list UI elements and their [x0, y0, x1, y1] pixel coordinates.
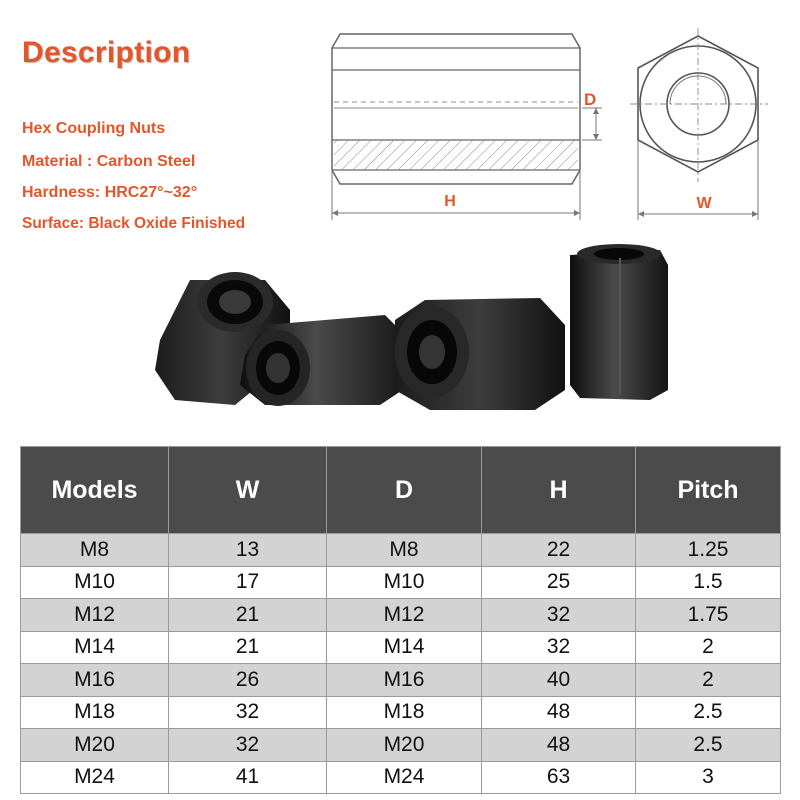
cell-w: 32 — [169, 729, 327, 762]
cell-w: 13 — [169, 534, 327, 567]
cell-w: 41 — [169, 761, 327, 794]
cell-model: M24 — [21, 761, 169, 794]
cell-d: M18 — [327, 696, 482, 729]
cell-pitch: 2.5 — [636, 696, 781, 729]
cell-pitch: 3 — [636, 761, 781, 794]
cell-w: 21 — [169, 631, 327, 664]
table-row — [21, 566, 781, 599]
table-row — [21, 534, 781, 567]
header-d: D — [327, 447, 482, 534]
header-models: Models — [21, 447, 169, 534]
cell-d: M20 — [327, 729, 482, 762]
spec-surface: Surface: Black Oxide Finished — [22, 215, 246, 232]
cell-d: M10 — [327, 566, 482, 599]
spec-material: Material : Carbon Steel — [22, 153, 196, 170]
cell-d: M24 — [327, 761, 482, 794]
cell-h: 25 — [482, 566, 636, 599]
table-header-row — [21, 447, 781, 534]
table-row — [21, 631, 781, 664]
cell-w: 17 — [169, 566, 327, 599]
cell-h: 63 — [482, 761, 636, 794]
cell-h: 48 — [482, 729, 636, 762]
cell-pitch: 1.25 — [636, 534, 781, 567]
header-w: W — [169, 447, 327, 534]
table-row — [21, 599, 781, 632]
cell-h: 32 — [482, 631, 636, 664]
cell-pitch: 1.5 — [636, 566, 781, 599]
cell-pitch: 2 — [636, 664, 781, 697]
cell-model: M20 — [21, 729, 169, 762]
cell-w: 21 — [169, 599, 327, 632]
cell-model: M18 — [21, 696, 169, 729]
dimension-w-label: W — [696, 195, 712, 212]
cell-pitch: 1.75 — [636, 599, 781, 632]
cell-d: M16 — [327, 664, 482, 697]
dimension-d-label: D — [584, 90, 597, 109]
cell-model: M8 — [21, 534, 169, 567]
nut-4 — [570, 244, 668, 400]
cell-h: 40 — [482, 664, 636, 697]
cell-model: M16 — [21, 664, 169, 697]
cell-pitch: 2.5 — [636, 729, 781, 762]
spec-product: Hex Coupling Nuts — [22, 120, 166, 137]
cell-d: M14 — [327, 631, 482, 664]
nut-3 — [395, 298, 565, 410]
table-row — [21, 664, 781, 697]
product-photo — [140, 240, 700, 440]
spec-table — [20, 446, 781, 794]
header-h: H — [482, 447, 636, 534]
cell-h: 48 — [482, 696, 636, 729]
dimension-h-label: H — [444, 193, 456, 210]
table-row — [21, 696, 781, 729]
spec-hardness: Hardness: HRC27°~32° — [22, 184, 198, 201]
cell-d: M8 — [327, 534, 482, 567]
cell-h: 22 — [482, 534, 636, 567]
nut-2 — [240, 315, 410, 406]
cell-pitch: 2 — [636, 631, 781, 664]
cell-d: M12 — [327, 599, 482, 632]
side-view-drawing — [310, 20, 610, 225]
end-view-drawing — [630, 28, 790, 223]
cell-h: 32 — [482, 599, 636, 632]
table-row — [21, 729, 781, 762]
cell-model: M14 — [21, 631, 169, 664]
page-title: Description — [22, 36, 191, 69]
table-row — [21, 761, 781, 794]
header-pitch: Pitch — [636, 447, 781, 534]
cell-model: M12 — [21, 599, 169, 632]
cell-w: 26 — [169, 664, 327, 697]
cell-model: M10 — [21, 566, 169, 599]
cell-w: 32 — [169, 696, 327, 729]
